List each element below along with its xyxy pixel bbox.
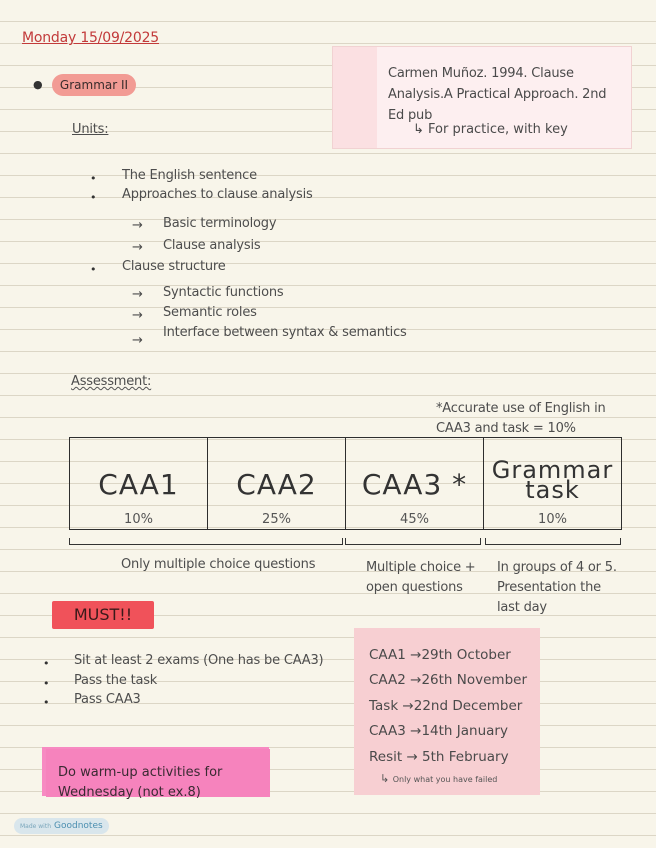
description-caa12: Only multiple choice questions — [121, 557, 316, 572]
unit-subitem: Interface between syntax & semantics — [163, 325, 407, 340]
must-item: Pass the task — [74, 673, 158, 688]
reference-note-text: For practice, with key — [428, 122, 568, 137]
bullet-icon: • — [90, 191, 97, 204]
must-label: MUST!! — [52, 601, 154, 629]
must-item: Sit at least 2 exams (One has be CAA3) — [74, 653, 324, 668]
assessment-cell — [208, 438, 346, 530]
bracket-caa3 — [345, 538, 481, 545]
bullet-icon: • — [90, 172, 97, 185]
unit-item: The English sentence — [122, 168, 257, 183]
todo-text: Do warm-up activities for Wednesday (not ex.8) — [58, 765, 223, 800]
must-item: Pass CAA3 — [74, 692, 141, 707]
resit-note-text: Only what you have failed — [392, 775, 498, 784]
assessment-weight: 10% — [538, 512, 567, 527]
assessment-weight: 10% — [124, 512, 153, 527]
arrow-icon: → — [132, 240, 143, 255]
assessment-name: CAA3 * — [361, 468, 468, 501]
reference-box — [332, 46, 632, 149]
bullet-icon: • — [43, 696, 50, 709]
exam-date: CAA1 →29th October — [369, 647, 511, 663]
exam-dates-box — [354, 628, 540, 795]
assessment-cell — [346, 438, 484, 530]
subject-chip: Grammar II — [52, 74, 136, 96]
resit-note — [380, 772, 497, 785]
assessment-name: Grammar task — [491, 456, 614, 504]
reference-note — [413, 122, 568, 137]
bracket-caa1-caa2 — [69, 538, 343, 545]
assessment-note: *Accurate use of English in CAA3 and task = 10% — [436, 401, 606, 436]
todo-sticky — [46, 749, 270, 800]
assessment-heading: Assessment: — [71, 374, 152, 389]
reference-text: Carmen Muñoz. 1994. Clause Analysis.A Practical Approach. 2nd Ed pub — [388, 66, 607, 123]
return-arrow-icon: ↳ — [413, 122, 429, 137]
bullet-icon: • — [90, 263, 97, 276]
exam-date: CAA3 →14th January — [369, 723, 508, 739]
arrow-icon: → — [132, 333, 143, 348]
units-heading: Units: — [72, 122, 109, 137]
goodnotes-badge — [14, 818, 109, 834]
assessment-weight: 45% — [400, 512, 429, 527]
exam-date: CAA2 →26th November — [369, 672, 528, 688]
assessment-cell — [484, 438, 622, 530]
assessment-cell — [70, 438, 208, 530]
assessment-table — [69, 437, 622, 530]
reference-box-margin — [333, 47, 377, 148]
bullet-icon: • — [43, 677, 50, 690]
badge-brand: Goodnotes — [54, 821, 103, 831]
arrow-icon: → — [132, 287, 143, 302]
description-task: In groups of 4 or 5. Presentation the last day — [497, 560, 617, 615]
assessment-name: CAA2 — [236, 468, 317, 501]
unit-subitem: Basic terminology — [163, 216, 277, 231]
exam-date: Resit → 5th February — [369, 749, 509, 765]
note-date: Monday 15/09/2025 — [22, 30, 160, 46]
assessment-name: CAA1 — [98, 468, 179, 501]
assessment-weight: 25% — [262, 512, 291, 527]
arrow-icon: → — [132, 308, 143, 323]
unit-item: Approaches to clause analysis — [122, 187, 313, 202]
arrow-icon: → — [132, 218, 143, 233]
description-caa3: Multiple choice + open questions — [366, 560, 476, 595]
unit-item: Clause structure — [122, 259, 226, 274]
badge-prefix: Made with — [20, 823, 51, 830]
bracket-task — [485, 538, 621, 545]
unit-subitem: Clause analysis — [163, 238, 261, 253]
bullet-icon: ● — [33, 78, 43, 91]
unit-subitem: Syntactic functions — [163, 285, 284, 300]
unit-subitem: Semantic roles — [163, 305, 257, 320]
return-arrow-icon: ↳ — [380, 772, 393, 785]
bullet-icon: • — [43, 657, 50, 670]
exam-date: Task →22nd December — [369, 698, 523, 714]
